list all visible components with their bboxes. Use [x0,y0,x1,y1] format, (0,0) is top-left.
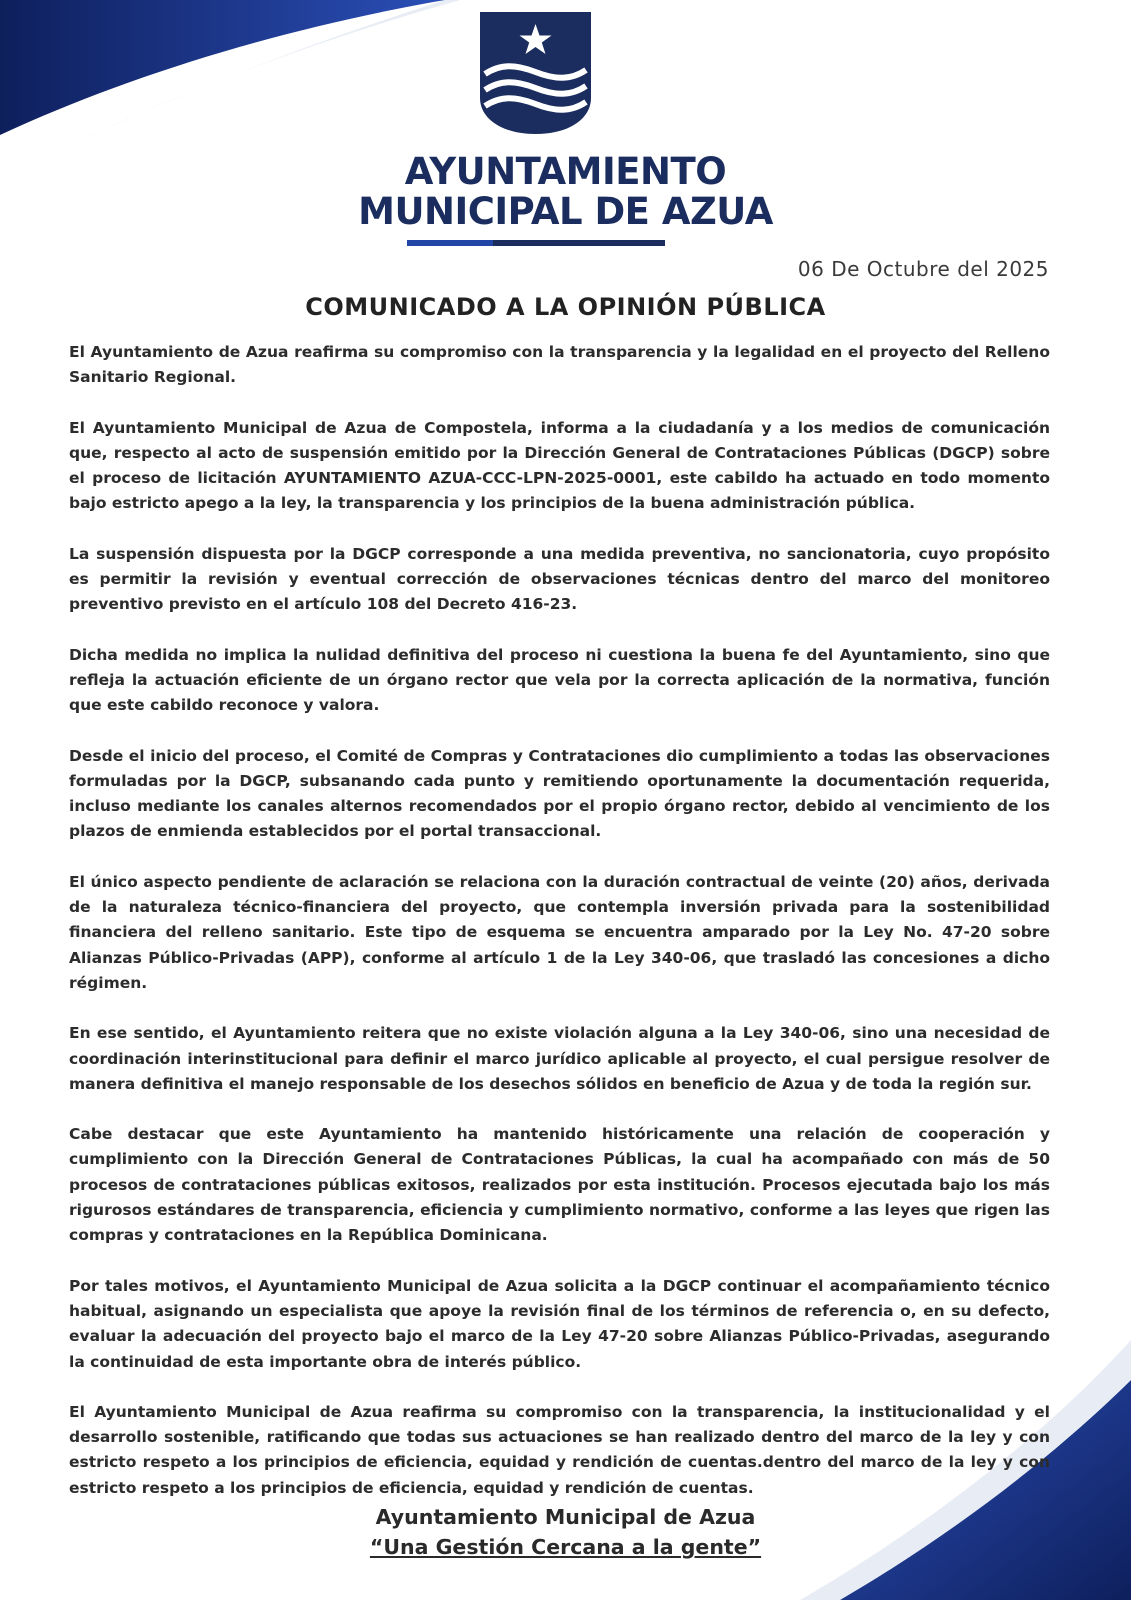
document-date: 06 De Octubre del 2025 [797,257,1049,281]
paragraph: Desde el inicio del proceso, el Comité de Compras y Contrataciones dio cumplimiento a todas las observaciones formuladas por la DGCP, subsanando cada punto y remitiendo oportunamente la documentación requerida, incluso mediante los canales alternos recomendados por el propio órgano rector, debido al vencimiento de los plazos de enmienda establecidos por el portal transaccional. [69,746,1050,841]
paragraph: La suspensión dispuesta por la DGCP corresponde a una medida preventiva, no sancionatoria, cuyo propósito es permitir la revisión y eventual corrección de observaciones técnicas dentro del marco del monitoreo preventivo previsto en el artículo 108 del Decreto 416-23. [69,544,1050,614]
paragraph: El Ayuntamiento Municipal de Azua de Compostela, informa a la ciudadanía y a los medios de comunicación que, respecto al acto de suspensión emitido por la Dirección General de Contrataciones Públicas (DGCP) sobre el proceso de licitación AYUNTAMIENTO AZUA-CCC-LPN-2025-0001, este cabildo ha actuado en todo momento bajo estricto apego a la ley, la transparencia y los principios de la buena administración pública. [69,418,1050,513]
paragraph: El Ayuntamiento Municipal de Azua reafirma su compromiso con la transparencia, la institucionalidad y el desarrollo sostenible, ratificando que todas sus actuaciones se han realizado dentro del marco de la ley y con estricto respeto a los principios de eficiencia, equidad y rendición de cuentas.dentro del marco de la ley y con estricto respeto a los principios de eficiencia, equidad y rendición de cuentas. [69,1402,1050,1497]
signature-name: Ayuntamiento Municipal de Azua [375,1505,756,1529]
document-body [69,340,1050,1526]
paragraph: Cabe destacar que este Ayuntamiento ha mantenido históricamente una relación de cooperación y cumplimiento con la Dirección General de Contrataciones Públicas, la cual ha acompañado con más de 50 procesos de contrataciones públicas exitosos, realizados por esta institución. Procesos ejecutada bajo los más rigurosos estándares de transparencia, eficiencia y cumplimiento normativo, conforme a las leyes que rigen las compras y contrataciones en la República Dominicana. [69,1125,1050,1245]
star-waves-shield-icon [480,12,591,134]
document-title: COMUNICADO A LA OPINIÓN PÚBLICA [305,293,826,321]
paragraph: El único aspecto pendiente de aclaración se relaciona con la duración contractual de veinte (20) años, derivada de la naturaleza técnico-financiera del proyecto, que contempla inversión privada para la sostenibilidad financiera del relleno sanitario. Este tipo de esquema se encuentra amparado por la Ley No. 47-20 sobre Alianzas Público-Privadas (APP), conforme al artículo 1 de la Ley 340-06, que trasladó las concesiones a dicho régimen. [69,872,1050,992]
org-name-line1: AYUNTAMIENTO [404,150,727,193]
paragraph: Por tales motivos, el Ayuntamiento Municipal de Azua solicita a la DGCP continuar el acompañamiento técnico habitual, asignando un especialista que apoye la revisión final de los términos de referencia o, en su defecto, evaluar la adecuación del proyecto bajo el marco de la Ley 47-20 sobre Alianzas Público-Privadas, asegurando la continuidad de esta importante obra de interés público. [69,1276,1050,1371]
org-name-line2: MUNICIPAL DE AZUA [358,190,773,233]
org-underline [407,240,665,246]
signature-slogan: “Una Gestión Cercana a la gente” [369,1535,762,1559]
paragraph: En ese sentido, el Ayuntamiento reitera que no existe violación alguna a la Ley 340-06, sino una necesidad de coordinación interinstitucional para definir el marco jurídico aplicable al proyecto, el cual persigue resolver de manera definitiva el manejo responsable de los desechos sólidos en beneficio de Azua y de toda la región sur. [69,1024,1050,1093]
signature-block [0,1502,1131,1562]
paragraph: El Ayuntamiento de Azua reafirma su compromiso con la transparencia y la legalidad en el proyecto del Relleno Sanitario Regional. [69,343,1050,387]
paragraph: Dicha medida no implica la nulidad definitiva del proceso ni cuestiona la buena fe del Ayuntamiento, sino que refleja la actuación eficiente de un órgano rector que vela por la correcta aplicación de la normativa, función que este cabildo reconoce y valora. [69,645,1050,715]
